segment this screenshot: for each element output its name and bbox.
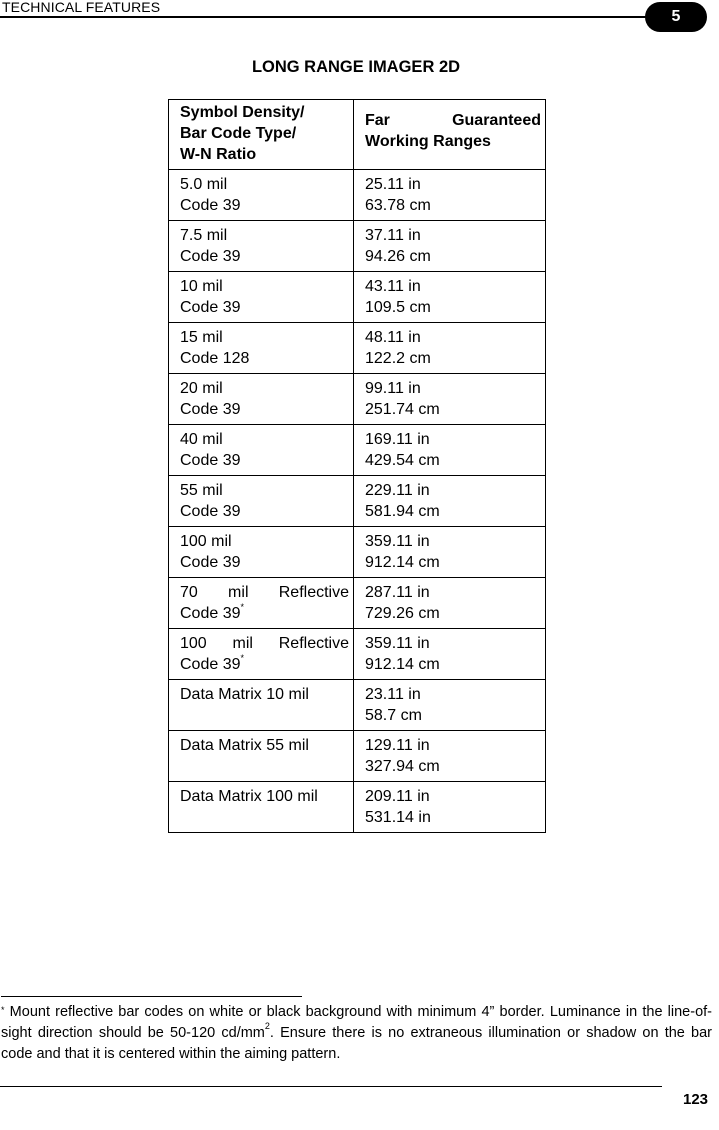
density-value: 100 mil Reflective xyxy=(180,635,349,652)
range-cell xyxy=(354,731,546,782)
range-cell xyxy=(354,221,546,272)
range-cell xyxy=(354,170,546,221)
symbol-cell xyxy=(169,425,354,476)
table-row xyxy=(169,629,546,680)
range-cm: 251.74 cm xyxy=(365,401,440,418)
range-cm: 58.7 cm xyxy=(365,707,422,724)
table-header-row xyxy=(169,100,546,170)
range-cm: 581.94 cm xyxy=(365,503,440,520)
footnote-marker: * xyxy=(1,1005,5,1015)
table-row xyxy=(169,578,546,629)
table-row xyxy=(169,527,546,578)
range-inches: 229.11 in xyxy=(365,482,430,499)
symbol-cell xyxy=(169,527,354,578)
matrix-label: Data Matrix 100 mil xyxy=(180,788,318,805)
symbol-cell xyxy=(169,680,354,731)
table-row xyxy=(169,374,546,425)
table-row xyxy=(169,323,546,374)
symbol-cell xyxy=(169,323,354,374)
chapter-badge: 5 xyxy=(645,2,707,32)
symbol-cell xyxy=(169,782,354,833)
header-line: W-N Ratio xyxy=(180,146,257,163)
range-inches: 129.11 in xyxy=(365,737,430,754)
range-cm: 63.78 cm xyxy=(365,197,431,214)
section-title: TECHNICAL FEATURES xyxy=(2,0,161,15)
range-cell xyxy=(354,527,546,578)
header-line: Bar Code Type/ xyxy=(180,125,297,142)
range-inches: 23.11 in xyxy=(365,686,421,703)
range-inches: 359.11 in xyxy=(365,635,430,652)
range-cm: 122.2 cm xyxy=(365,350,431,367)
symbol-cell xyxy=(169,170,354,221)
range-cell xyxy=(354,476,546,527)
footnote-marker: * xyxy=(240,601,245,612)
range-inches: 209.11 in xyxy=(365,788,430,805)
footnote xyxy=(1,1002,712,1065)
range-cell xyxy=(354,425,546,476)
table-row xyxy=(169,476,546,527)
footnote-superscript: 2 xyxy=(264,1021,270,1032)
density-value: 55 mil xyxy=(180,482,223,499)
symbol-cell xyxy=(169,272,354,323)
header-line: Working Ranges xyxy=(365,133,491,150)
range-cell xyxy=(354,629,546,680)
range-inches: 99.11 in xyxy=(365,380,421,397)
table-row xyxy=(169,272,546,323)
header-symbol-density xyxy=(169,100,354,170)
density-value: 70 mil Reflective xyxy=(180,584,349,601)
range-cm: 912.14 cm xyxy=(365,554,440,571)
symbol-cell xyxy=(169,476,354,527)
range-inches: 37.11 in xyxy=(365,227,421,244)
table-row xyxy=(169,731,546,782)
table-row xyxy=(169,170,546,221)
range-cell xyxy=(354,578,546,629)
table-row xyxy=(169,425,546,476)
range-cm: 94.26 cm xyxy=(365,248,431,265)
header-rule xyxy=(0,16,660,18)
header-line: Far Guaranteed xyxy=(365,112,541,129)
code-type: Code 39 xyxy=(180,503,241,520)
symbol-cell xyxy=(169,629,354,680)
table-row xyxy=(169,680,546,731)
table-row xyxy=(169,221,546,272)
range-cell xyxy=(354,782,546,833)
code-type: Code 39 xyxy=(180,452,241,469)
footer-rule xyxy=(0,1086,662,1087)
matrix-label: Data Matrix 10 mil xyxy=(180,686,309,703)
density-value: 40 mil xyxy=(180,431,223,448)
range-cm: 429.54 cm xyxy=(365,452,440,469)
code-type: Code 128 xyxy=(180,350,250,367)
working-ranges-table xyxy=(168,99,546,833)
header-line: Symbol Density/ xyxy=(180,104,305,121)
density-value: 7.5 mil xyxy=(180,227,228,244)
code-type: Code 39 xyxy=(180,554,241,571)
range-inches: 169.11 in xyxy=(365,431,430,448)
page-title: LONG RANGE IMAGER 2D xyxy=(251,58,461,76)
footnote-text: Mount reflective bar codes on white or black background with minimum 4” border. Luminance in the line-of-sight direction should be 50-120 cd/mm xyxy=(1,1004,712,1041)
table-row xyxy=(169,782,546,833)
density-value: 5.0 mil xyxy=(180,176,228,193)
range-cm: 327.94 cm xyxy=(365,758,440,775)
range-cell xyxy=(354,272,546,323)
symbol-cell xyxy=(169,221,354,272)
code-type: Code 39 xyxy=(180,605,241,622)
header-working-ranges xyxy=(354,100,546,170)
density-value: 100 mil xyxy=(180,533,232,550)
range-cm: 109.5 cm xyxy=(365,299,431,316)
range-cm: 912.14 cm xyxy=(365,656,440,673)
symbol-cell xyxy=(169,374,354,425)
range-cell xyxy=(354,323,546,374)
range-cm: 729.26 cm xyxy=(365,605,440,622)
footnote-rule xyxy=(1,996,302,997)
density-value: 15 mil xyxy=(180,329,223,346)
range-inches: 25.11 in xyxy=(365,176,421,193)
range-inches: 287.11 in xyxy=(365,584,430,601)
range-inches: 43.11 in xyxy=(365,278,421,295)
range-cell xyxy=(354,680,546,731)
code-type: Code 39 xyxy=(180,299,241,316)
range-cm: 531.14 in xyxy=(365,809,431,826)
footnote-text: . Ensure there is no extraneous illumination or shadow on the bar code and that it is centered within the aiming pattern. xyxy=(1,1025,712,1062)
code-type: Code 39 xyxy=(180,401,241,418)
page-number: 123 xyxy=(683,1091,709,1108)
footnote-marker: * xyxy=(240,652,245,663)
symbol-cell xyxy=(169,731,354,782)
range-inches: 359.11 in xyxy=(365,533,430,550)
symbol-cell xyxy=(169,578,354,629)
range-cell xyxy=(354,374,546,425)
matrix-label: Data Matrix 55 mil xyxy=(180,737,309,754)
code-type: Code 39 xyxy=(180,197,241,214)
range-inches: 48.11 in xyxy=(365,329,421,346)
code-type: Code 39 xyxy=(180,656,241,673)
code-type: Code 39 xyxy=(180,248,241,265)
density-value: 20 mil xyxy=(180,380,223,397)
density-value: 10 mil xyxy=(180,278,223,295)
